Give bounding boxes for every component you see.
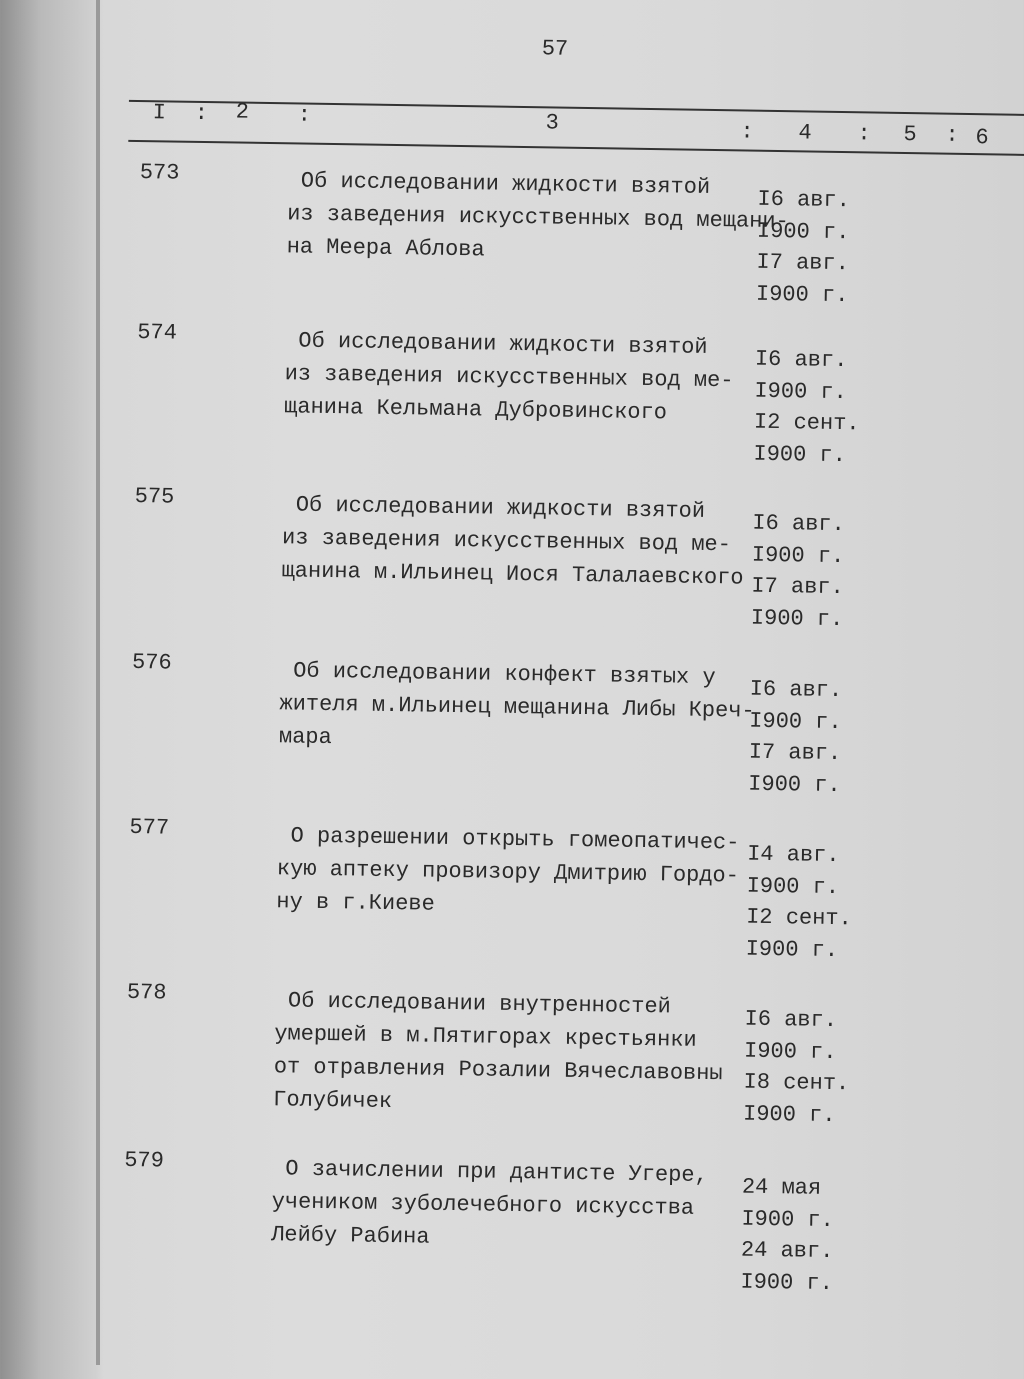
description-line: щанина м.Ильинец Иося Талалаевского: [281, 558, 744, 591]
entry-description: [271, 1152, 708, 1258]
entry-dates: [753, 344, 861, 472]
date-line: I900 г.: [754, 378, 848, 405]
header-rule-bottom: [128, 140, 1024, 156]
description-line: кую аптеку провизору Дмитрию Гордо-: [276, 856, 740, 889]
date-line: I900 г.: [750, 605, 844, 632]
entry-dates: [751, 508, 845, 635]
description-line: из заведения искусственных вод ме-: [281, 525, 732, 558]
column-header-1: I: [152, 100, 167, 126]
date-line: I7 авг.: [756, 249, 850, 277]
date-line: I7 авг.: [748, 739, 842, 767]
description-line: Об исследовании внутренностей: [274, 988, 672, 1020]
column-header-2: 2: [235, 99, 250, 125]
date-line: I900 г.: [741, 1206, 835, 1233]
entry-number: 576: [131, 649, 172, 676]
column-separator: :: [297, 102, 312, 128]
entry-description: [279, 654, 756, 760]
description-line: жителя м.Ильинец мещанина Либы Креч-: [279, 691, 755, 724]
date-line: 24 мая: [741, 1174, 822, 1201]
entry-description: [276, 819, 740, 925]
entry-number: 578: [126, 979, 167, 1006]
description-line: умершей в м.Пятигорах крестьянки: [274, 1021, 697, 1053]
column-separator: :: [740, 119, 754, 145]
date-line: I4 авг.: [746, 841, 840, 869]
register-entry: [129, 814, 1010, 963]
column-separator: :: [194, 100, 209, 127]
register-entries: [3, 0, 1024, 1296]
date-line: I7 авг.: [751, 573, 844, 601]
description-line: щанина Кельмана Дубровинского: [283, 394, 668, 426]
register-entry: [126, 979, 1007, 1128]
description-line: ну в г.Киеве: [276, 889, 435, 917]
description-line: Об исследовании жидкости взятой: [282, 492, 706, 524]
date-line: I2 сент.: [753, 409, 860, 437]
entry-dates: [756, 184, 850, 311]
register-entry: [134, 483, 1015, 632]
date-line: I6 авг.: [744, 1006, 838, 1034]
description-line: Об исследовании жидкости взятой: [284, 328, 708, 360]
description-line: от отравления Розалии Вячеславовны: [273, 1054, 723, 1087]
description-line: из заведения искусственных вод ме-: [284, 361, 734, 394]
entry-dates: [748, 674, 842, 801]
column-separator: :: [857, 121, 871, 147]
date-line: I900 г.: [743, 1038, 837, 1065]
date-line: I900 г.: [740, 1269, 834, 1296]
description-line: на Меера Аблова: [286, 234, 485, 263]
date-line: 24 авг.: [740, 1237, 834, 1265]
date-line: I900 г.: [756, 218, 850, 245]
description-line: Лейбу Рабина: [270, 1222, 430, 1250]
page-number: 57: [541, 36, 569, 62]
date-line: I900 г.: [753, 441, 847, 468]
date-line: I8 сент.: [743, 1069, 850, 1097]
date-line: I6 авг.: [752, 510, 845, 538]
entry-number: 574: [137, 319, 178, 346]
column-header-6: 6: [975, 125, 989, 151]
date-line: I900 г.: [755, 281, 849, 308]
entry-description: [281, 488, 745, 594]
column-header-3: 3: [545, 110, 560, 136]
column-separator: :: [945, 122, 959, 148]
date-line: I6 авг.: [757, 186, 851, 214]
date-line: I900 г.: [745, 936, 839, 963]
date-line: I2 сент.: [745, 904, 852, 932]
date-line: I900 г.: [746, 873, 840, 900]
description-line: Об исследовании конфект взятых у: [279, 658, 716, 691]
description-line: мара: [278, 724, 332, 751]
date-line: I900 г.: [749, 708, 842, 735]
description-line: Голубичек: [273, 1087, 393, 1115]
description-line: учеником зуболечебного искусства: [271, 1189, 695, 1221]
column-header-4: 4: [798, 120, 812, 146]
entry-dates: [745, 839, 853, 967]
entry-number: 579: [124, 1147, 165, 1174]
date-line: I900 г.: [748, 771, 841, 798]
date-line: I900 г.: [742, 1101, 836, 1128]
register-entry: [137, 319, 1017, 468]
header-rule-top: [129, 100, 1024, 116]
column-header-5: 5: [903, 121, 917, 148]
entry-description: [273, 984, 724, 1123]
register-entry: [124, 1147, 1004, 1296]
description-line: О разрешении открыть гомеопатичес-: [277, 823, 740, 856]
entry-number: 575: [134, 483, 175, 510]
entry-description: [286, 164, 789, 271]
date-line: I900 г.: [751, 542, 845, 569]
entry-number: 577: [129, 814, 170, 841]
register-entry: [139, 160, 1020, 308]
entry-dates: [743, 1004, 851, 1132]
date-line: I6 авг.: [754, 346, 848, 374]
date-line: I6 авг.: [749, 676, 843, 704]
description-line: из заведения искусственных вод мещани-: [286, 201, 789, 235]
entry-dates: [740, 1172, 834, 1299]
description-line: Об исследовании жидкости взятой: [287, 168, 711, 200]
entry-number: 573: [139, 160, 180, 186]
entry-description: [284, 324, 734, 430]
register-entry: [131, 649, 1012, 798]
description-line: О зачислении при дантисте Угере,: [271, 1156, 708, 1189]
